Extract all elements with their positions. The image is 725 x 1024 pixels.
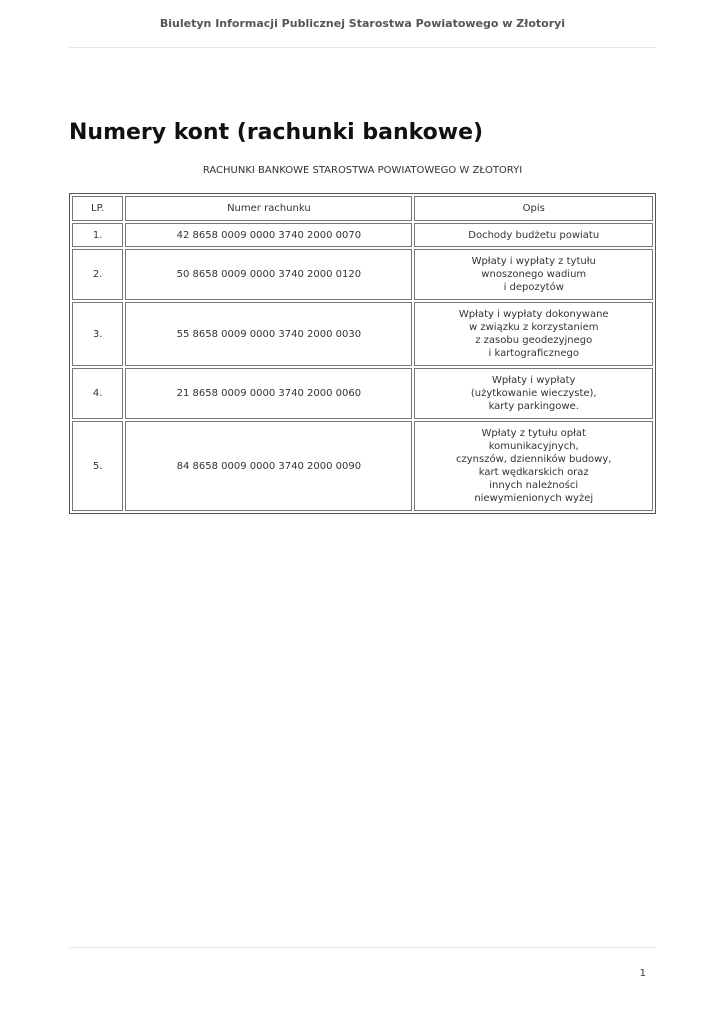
site-header-title: Biuletyn Informacji Publicznej Starostwa Powiatowego w Złotoryi: [159, 17, 566, 30]
table-row: [72, 223, 653, 247]
description-line: i depozytów: [503, 282, 564, 293]
row-lp-cell: 5.: [72, 421, 123, 511]
column-header-account-number: Numer rachunku: [125, 196, 412, 221]
description-line: Wpłaty i wypłaty dokonywane: [458, 309, 609, 320]
description-cell: [414, 368, 653, 419]
description-line: wnoszonego wadium: [481, 269, 587, 280]
bank-accounts-table: [69, 193, 656, 514]
account-number-cell: 84 8658 0009 0000 3740 2000 0090: [125, 421, 412, 511]
table-row: [72, 249, 653, 300]
row-lp-cell: 2.: [72, 249, 123, 300]
description-line: komunikacyjnych,: [488, 441, 579, 452]
header-divider: [69, 47, 656, 48]
description-line: i kartograficznego: [488, 348, 579, 359]
table-caption: RACHUNKI BANKOWE STAROSTWA POWIATOWEGO W ZŁOTORYI: [202, 165, 523, 176]
table-row: [72, 302, 653, 366]
description-line: Wpłaty i wypłaty: [492, 375, 576, 386]
description-cell: [414, 421, 653, 511]
row-lp-cell: 1.: [72, 223, 123, 247]
footer-divider: [69, 947, 656, 948]
row-lp-cell: 3.: [72, 302, 123, 366]
description-line: kart wędkarskich oraz: [478, 467, 589, 478]
page-number: 1: [639, 968, 646, 979]
column-header-lp: LP.: [72, 196, 123, 221]
description-cell: [414, 249, 653, 300]
description-line: Dochody budżetu powiatu: [468, 229, 600, 241]
description-cell: [414, 302, 653, 366]
table-body: [72, 223, 653, 511]
description-cell: [414, 223, 653, 247]
description-line: karty parkingowe.: [488, 401, 579, 412]
table-row: [72, 421, 653, 511]
description-line: czynszów, dzienników budowy,: [456, 454, 612, 465]
account-number-cell: 42 8658 0009 0000 3740 2000 0070: [125, 223, 412, 247]
page-title: Numery kont (rachunki bankowe): [69, 120, 484, 145]
description-line: Wpłaty z tytułu opłat: [481, 428, 586, 439]
description-line: innych należności: [489, 480, 579, 491]
description-line: z zasobu geodezyjnego: [475, 335, 593, 346]
table-row: [72, 368, 653, 419]
row-lp-cell: 4.: [72, 368, 123, 419]
account-number-cell: 50 8658 0009 0000 3740 2000 0120: [125, 249, 412, 300]
description-line: Wpłaty i wypłaty z tytułu: [471, 256, 596, 267]
description-line: w związku z korzystaniem: [469, 322, 599, 333]
table-header-row: [72, 196, 653, 221]
description-line: niewymienionych wyżej: [474, 493, 594, 504]
account-number-cell: 21 8658 0009 0000 3740 2000 0060: [125, 368, 412, 419]
description-line: (użytkowanie wieczyste),: [470, 388, 597, 399]
column-header-description: Opis: [414, 196, 653, 221]
account-number-cell: 55 8658 0009 0000 3740 2000 0030: [125, 302, 412, 366]
